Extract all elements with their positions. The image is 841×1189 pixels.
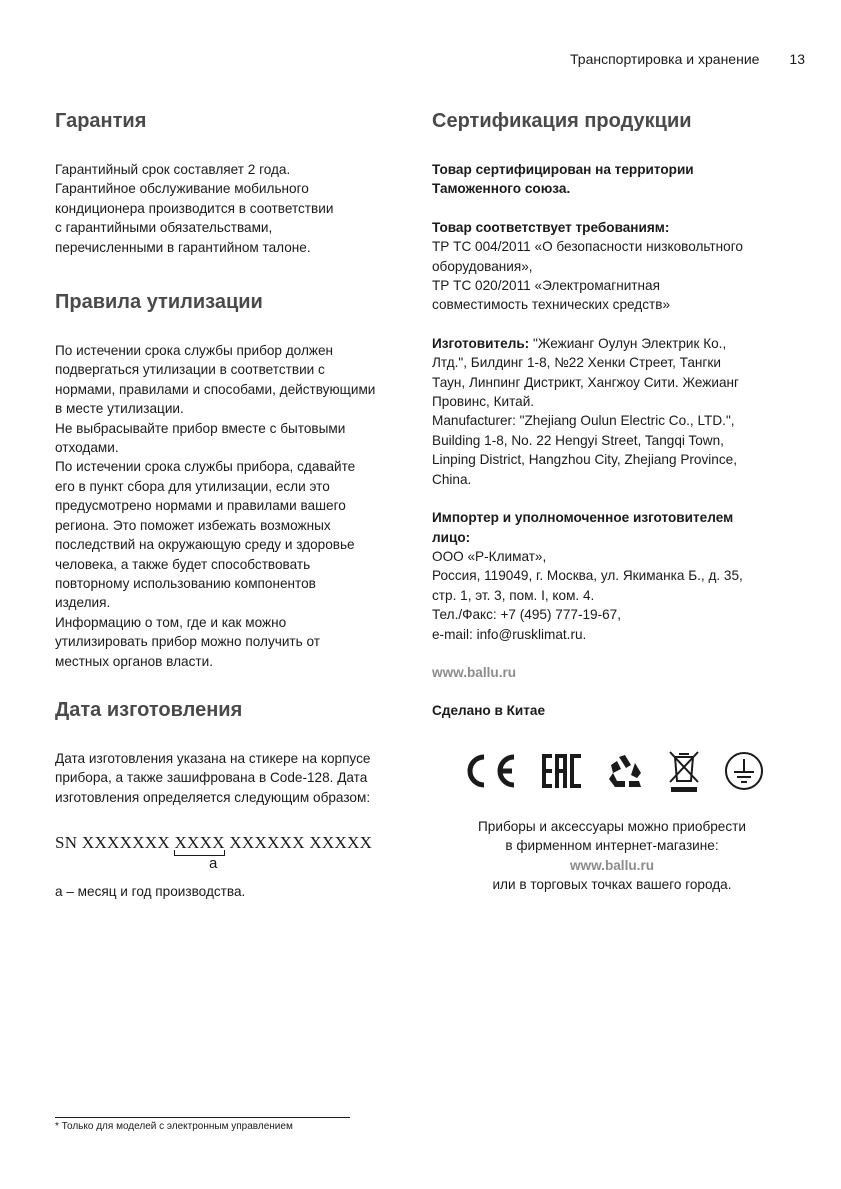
website-link[interactable]: www.ballu.ru: [432, 664, 517, 680]
manufacturer-line: Linping District, Hangzhou City, Zhejiang Province,: [432, 452, 737, 468]
ground-symbol-icon: [723, 750, 765, 792]
disposal-line: отходами.: [55, 440, 119, 456]
sn-prefix: SN XXXXXXX: [55, 833, 175, 853]
manufacture-date-line: прибора, а также зашифрована в Code-128. Дата: [55, 770, 368, 786]
importer-line: ООО «Р-Климат»,: [432, 548, 547, 564]
requirements-title: Товар соответствует требованиям:: [432, 219, 670, 235]
header-section-title: Транспортировка и хранение: [570, 51, 760, 67]
page-header: [570, 51, 805, 67]
disposal-text: [55, 341, 410, 671]
requirements-block: [432, 218, 792, 315]
disposal-line: По истечении срока службы прибор должен: [55, 343, 334, 359]
eac-mark-icon: [541, 751, 583, 791]
manufacture-date-line: изготовления определяется следующим образом:: [55, 789, 371, 805]
warranty-text: [55, 160, 410, 257]
warranty-line: перечисленными в гарантийном талоне.: [55, 239, 311, 255]
purchase-line: Приборы и аксессуары можно приобрести: [478, 818, 746, 834]
disposal-line: утилизировать прибор можно получить от: [55, 634, 320, 650]
importer-line: Россия, 119049, г. Москва, ул. Якиманка Б., д. 35,: [432, 568, 743, 584]
disposal-line: его в пункт сбора для утилизации, если это: [55, 478, 330, 494]
warranty-line: кондиционера производится в соответствии: [55, 200, 334, 216]
footnote-divider: [55, 1117, 350, 1118]
importer-line: Тел./Факс: +7 (495) 777-19-67,: [432, 607, 622, 623]
purchase-line: в фирменном интернет-магазине:: [505, 838, 719, 854]
importer-title: Импортер и уполномоченное изготовителем: [432, 510, 734, 526]
disposal-line: изделия.: [55, 595, 111, 611]
warranty-line: с гарантийными обязательствами,: [55, 220, 273, 236]
crossed-bin-icon: [667, 749, 701, 793]
sn-legend: а – месяц и год производства.: [55, 884, 246, 900]
certification-marks: [432, 745, 792, 797]
disposal-line: последствий на окружающую среду и здоровье: [55, 537, 355, 553]
disposal-line: региона. Это поможет избежать возможных: [55, 517, 331, 533]
requirements-line: оборудования»,: [432, 258, 533, 274]
sn-marker-label: a: [209, 855, 218, 873]
customs-line: Товар сертифицирован на территории: [432, 162, 694, 177]
purchase-line: или в торговых точках вашего города.: [492, 876, 732, 892]
disposal-line: местных органов власти.: [55, 653, 213, 669]
manufacturer-line: China.: [432, 471, 472, 487]
page-number: 13: [789, 51, 805, 67]
manufacturer-block: [432, 334, 792, 489]
requirements-line: совместимость технических средств»: [432, 297, 671, 313]
sn-marked-segment: XXXX: [174, 833, 225, 853]
recycle-icon: [605, 751, 645, 791]
manufacturer-name-start: "Жежианг Оулун Электрик Ко.,: [529, 335, 727, 351]
manufacture-date-text: [55, 749, 410, 807]
left-column: [55, 108, 410, 902]
disposal-line: Информацию о том, где и как можно: [55, 614, 287, 630]
disposal-heading: Правила утилизации: [55, 291, 263, 314]
certification-heading: Сертификация продукции: [432, 110, 692, 132]
manufacture-date-heading: Дата изготовления: [55, 698, 243, 721]
requirements-line: ТР ТС 020/2011 «Электромагнитная: [432, 278, 660, 294]
disposal-line: По истечении срока службы прибора, сдавайте: [55, 459, 356, 475]
sn-suffix: XXXXXX XXXXX: [224, 833, 373, 853]
warranty-heading: Гарантия: [55, 110, 147, 132]
made-in-text: Сделано в Китае: [432, 703, 546, 719]
customs-union-text: [432, 160, 792, 199]
manufacturer-line: Building 1-8, No. 22 Hengyi Street, Tangqi Town,: [432, 432, 724, 448]
manufacturer-first-line: [432, 334, 792, 353]
importer-line: стр. 1, эт. 3, пом. I, ком. 4.: [432, 587, 595, 603]
manufacturer-line: Таун, Линпинг Дистрикт, Хангжоу Сити. Жежианг: [432, 374, 739, 390]
warranty-line: Гарантийное обслуживание мобильного: [55, 181, 309, 197]
disposal-line: человека, а также будет способствовать: [55, 556, 311, 572]
warranty-line: Гарантийный срок составляет 2 года.: [55, 162, 291, 177]
manufacturer-line: Лтд.", Билдинг 1-8, №22 Хенки Стреет, Тангки: [432, 355, 721, 371]
disposal-line: предусмотрено нормами и правилами вашего: [55, 498, 346, 514]
right-column: [432, 108, 792, 894]
requirements-line: ТР ТС 004/2011 «О безопасности низковольтного: [432, 239, 743, 255]
purchase-website-link[interactable]: www.ballu.ru: [569, 857, 655, 873]
disposal-line: нормами, правилами и способами, действующими: [55, 381, 376, 397]
ce-mark-icon: [459, 751, 519, 791]
disposal-line: повторному использованию компонентов: [55, 575, 316, 591]
serial-number-format: [55, 833, 410, 873]
manufacture-date-line: Дата изготовления указана на стикере на корпусе: [55, 750, 371, 766]
disposal-line: Не выбрасывайте прибор вместе с бытовыми: [55, 420, 346, 436]
footnote: * Только для моделей с электронным управлением: [55, 1121, 293, 1132]
customs-line: Таможенного союза.: [432, 181, 571, 197]
manufacturer-label: Изготовитель:: [432, 335, 530, 351]
importer-line: e-mail: info@rusklimat.ru.: [432, 626, 587, 642]
disposal-line: подвергаться утилизации в соответствии с: [55, 362, 325, 378]
importer-title: лицо:: [432, 529, 471, 545]
disposal-line: в месте утилизации.: [55, 401, 184, 417]
purchase-info: [432, 817, 792, 895]
importer-block: [432, 508, 792, 644]
manufacturer-line: Провинс, Китай.: [432, 394, 535, 410]
manufacturer-line: Manufacturer: "Zhejiang Oulun Electric Co., LTD.",: [432, 413, 735, 429]
